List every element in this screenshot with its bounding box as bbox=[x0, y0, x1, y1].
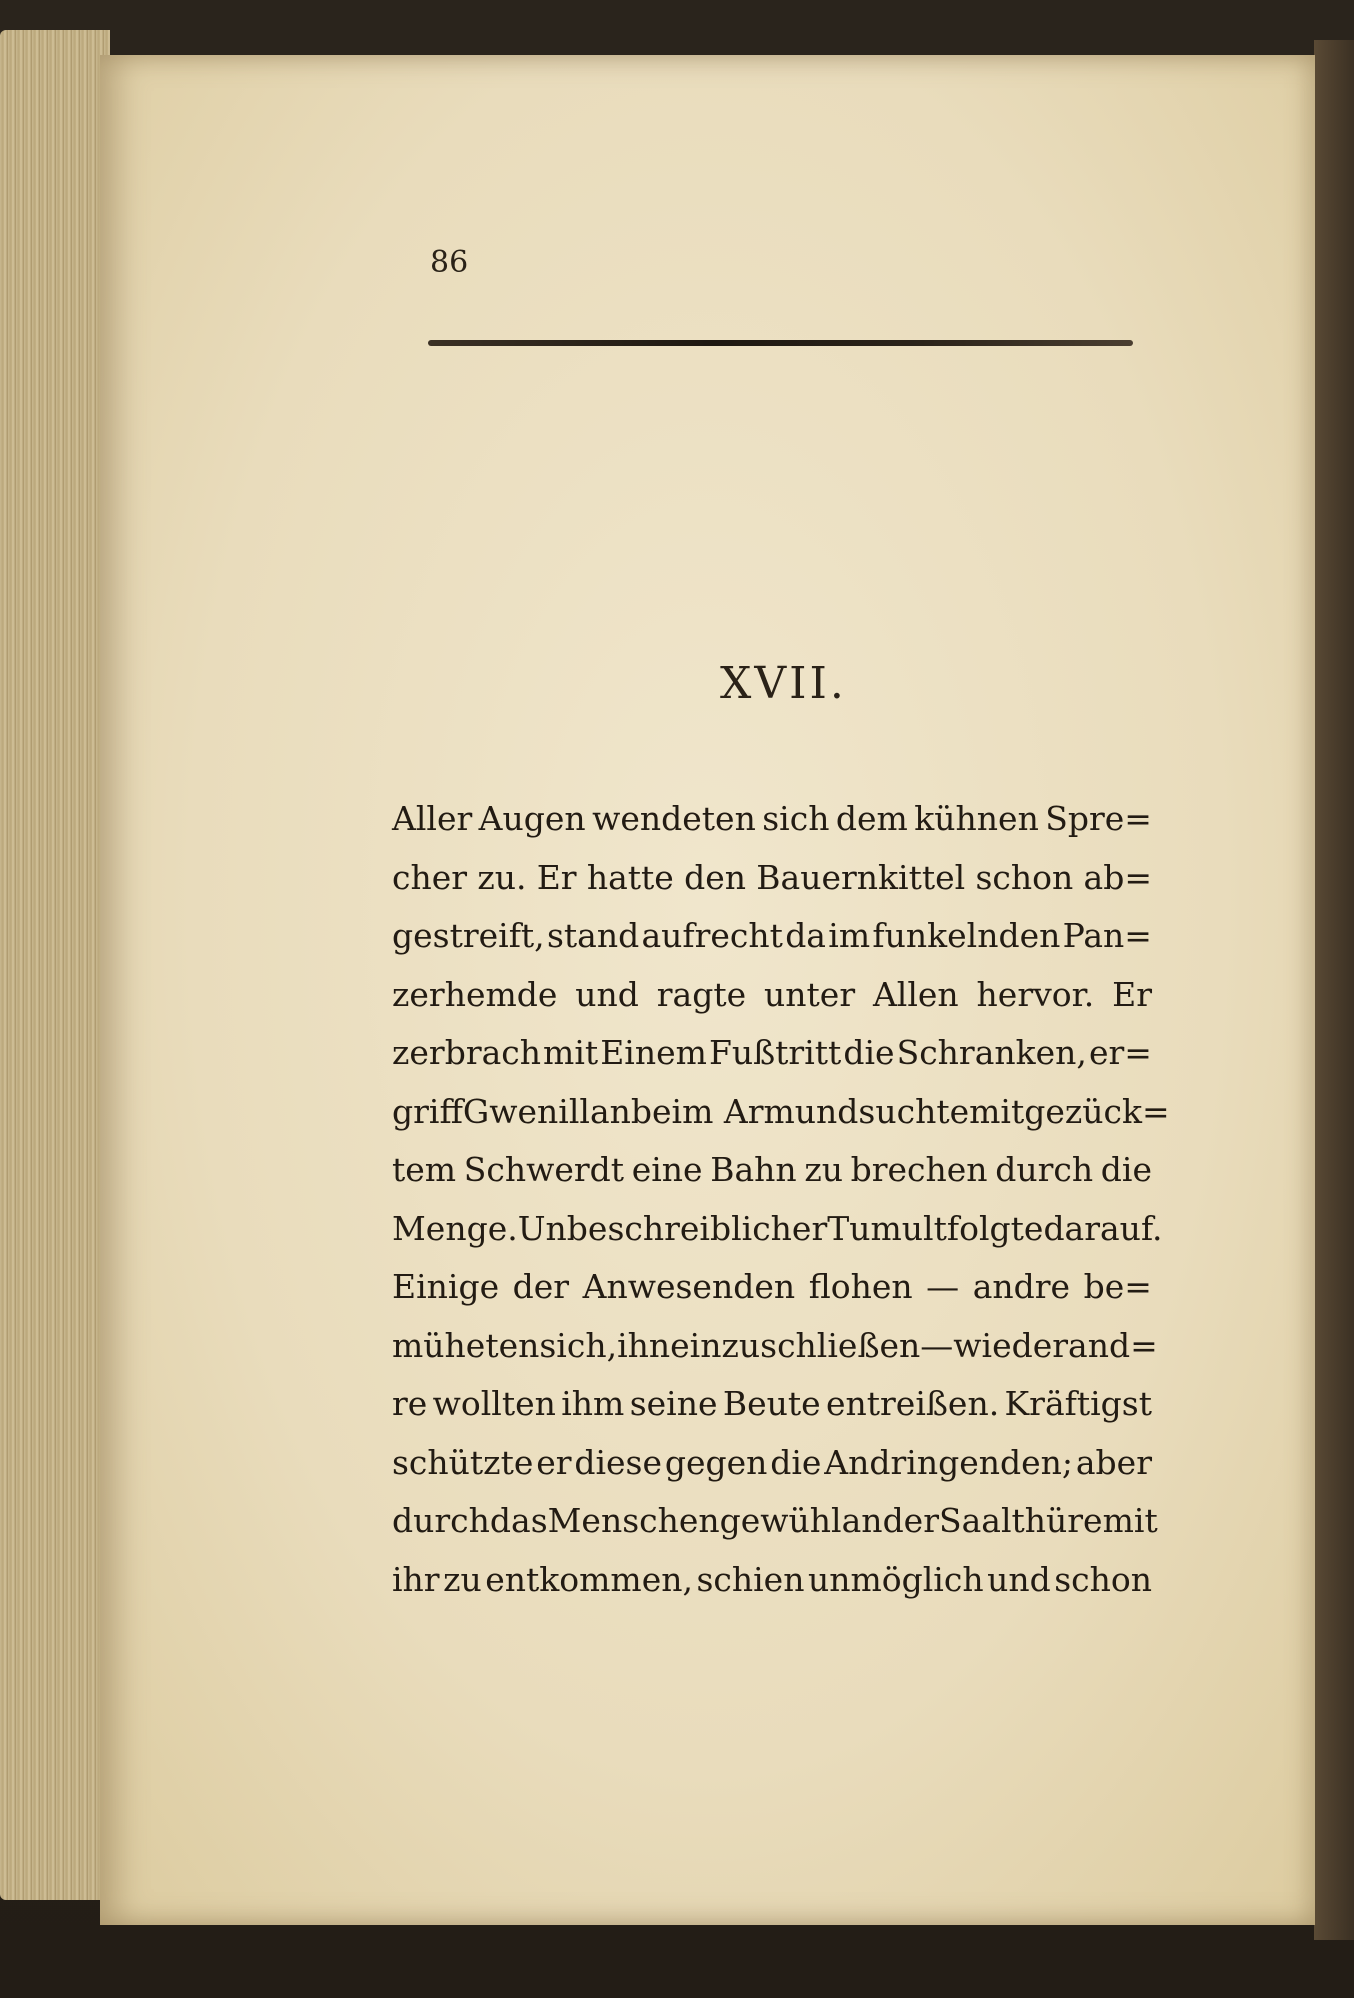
word: die bbox=[770, 1442, 822, 1482]
word: and= bbox=[1068, 1325, 1158, 1365]
page-number: 86 bbox=[430, 245, 469, 280]
word: andre bbox=[972, 1267, 1071, 1306]
word: Einige bbox=[392, 1267, 500, 1306]
word: müheten bbox=[392, 1325, 540, 1365]
word: ihm bbox=[561, 1384, 625, 1423]
word: beim Arm bbox=[630, 1091, 795, 1131]
text-line bbox=[392, 1258, 1152, 1317]
word: gestreift, bbox=[392, 916, 545, 955]
word: die bbox=[1100, 1150, 1152, 1189]
text-line bbox=[392, 849, 1152, 908]
word: durch bbox=[392, 1501, 490, 1540]
word: Anwesenden bbox=[582, 1267, 796, 1306]
word: mit bbox=[543, 1033, 599, 1072]
text-line bbox=[392, 1492, 1158, 1551]
word: hervor. bbox=[976, 974, 1095, 1014]
word: cher bbox=[392, 857, 468, 897]
word: Unbeschreiblicher bbox=[517, 1208, 828, 1248]
word: schon bbox=[975, 857, 1074, 897]
word: re bbox=[392, 1384, 428, 1423]
word: er bbox=[536, 1442, 572, 1482]
word: das bbox=[489, 1501, 548, 1540]
word: zerbrach bbox=[392, 1033, 541, 1072]
word: einzuschließen bbox=[670, 1325, 921, 1365]
text-line bbox=[392, 1141, 1152, 1200]
book-cover-edge bbox=[1314, 40, 1354, 1940]
word: suchte bbox=[858, 1091, 970, 1131]
word: dem bbox=[835, 799, 908, 838]
word: zu. bbox=[477, 857, 527, 897]
chapter-heading: XVII. bbox=[720, 658, 847, 709]
word: aufrecht bbox=[641, 916, 783, 955]
word: der bbox=[882, 1501, 939, 1540]
word: diese bbox=[574, 1442, 663, 1482]
word: tem bbox=[392, 1150, 457, 1189]
word: stand bbox=[546, 916, 640, 955]
word: griff bbox=[392, 1091, 463, 1131]
text-line bbox=[392, 1551, 1152, 1610]
word: zu bbox=[443, 1559, 482, 1599]
word: Er bbox=[1112, 974, 1152, 1014]
word: Menschengewühl bbox=[547, 1501, 842, 1540]
word: ab= bbox=[1083, 857, 1152, 897]
word: Beute bbox=[722, 1384, 821, 1423]
word: Fußtritt bbox=[708, 1033, 842, 1072]
word: unmöglich bbox=[807, 1559, 984, 1599]
text-line bbox=[392, 1375, 1152, 1434]
word: wendeten bbox=[592, 799, 756, 838]
word: Schranken, bbox=[896, 1033, 1087, 1072]
word: sich, bbox=[539, 1325, 618, 1365]
word: Bahn bbox=[710, 1150, 797, 1189]
word: darauf. bbox=[1043, 1208, 1163, 1248]
word: die bbox=[843, 1033, 895, 1072]
word: eine bbox=[631, 1150, 703, 1189]
word: Einem bbox=[600, 1033, 707, 1072]
word: durch bbox=[995, 1150, 1094, 1189]
word: er= bbox=[1088, 1033, 1152, 1072]
word: brechen bbox=[850, 1150, 988, 1189]
word: Schwerdt bbox=[463, 1150, 625, 1189]
word: und bbox=[575, 974, 639, 1014]
text-line bbox=[392, 1083, 1170, 1142]
text-line bbox=[392, 1200, 1163, 1259]
word: Er bbox=[536, 857, 577, 897]
word: entreißen. bbox=[825, 1384, 1000, 1423]
word: entkommen, bbox=[485, 1559, 693, 1599]
text-line bbox=[392, 790, 1152, 849]
word: Menge. bbox=[392, 1208, 518, 1248]
word: der bbox=[512, 1267, 570, 1306]
word: den bbox=[684, 857, 747, 897]
word: flohen bbox=[808, 1267, 913, 1306]
word: ragte bbox=[656, 974, 747, 1014]
word: wollten bbox=[432, 1384, 556, 1423]
word: hatte bbox=[586, 857, 674, 897]
word: Gwenillan bbox=[462, 1091, 631, 1131]
text-line bbox=[392, 1024, 1152, 1083]
word: da bbox=[785, 916, 826, 955]
word: gegen bbox=[664, 1442, 768, 1482]
word: Kräftigst bbox=[1004, 1384, 1152, 1423]
word: Andringenden; bbox=[824, 1442, 1074, 1482]
word: kühnen bbox=[914, 799, 1039, 838]
word: Pan= bbox=[1062, 916, 1152, 955]
word: seine bbox=[629, 1384, 718, 1423]
word: wieder bbox=[953, 1325, 1069, 1365]
word: unter bbox=[764, 974, 856, 1014]
word: — bbox=[926, 1267, 960, 1306]
word: aber bbox=[1075, 1442, 1152, 1482]
word: — bbox=[920, 1325, 954, 1365]
word: Saalthüre bbox=[939, 1501, 1103, 1540]
header-rule bbox=[428, 340, 1133, 346]
word: sich bbox=[762, 799, 830, 838]
word: mit bbox=[969, 1091, 1025, 1131]
word: im bbox=[828, 916, 871, 955]
word: folgte bbox=[946, 1208, 1044, 1248]
word: funkelnden bbox=[872, 916, 1061, 955]
text-line bbox=[392, 966, 1152, 1025]
word: und bbox=[794, 1091, 859, 1131]
word: be= bbox=[1083, 1267, 1152, 1306]
word: zu bbox=[804, 1150, 843, 1189]
word: zerhemde bbox=[392, 974, 558, 1014]
word: an bbox=[841, 1501, 883, 1540]
word: und bbox=[987, 1559, 1051, 1599]
word: mit bbox=[1102, 1501, 1158, 1540]
word: schützte bbox=[392, 1442, 534, 1482]
word: Spre= bbox=[1045, 799, 1152, 838]
word: gezück= bbox=[1024, 1091, 1170, 1131]
word: Tumult bbox=[827, 1208, 947, 1248]
word: schon bbox=[1054, 1559, 1152, 1599]
text-line bbox=[392, 1317, 1158, 1376]
word: Augen bbox=[478, 799, 586, 838]
word: ihr bbox=[392, 1559, 440, 1599]
word: Allen bbox=[872, 974, 959, 1014]
word: ihn bbox=[617, 1325, 671, 1365]
word: Bauernkittel bbox=[756, 857, 966, 897]
body-text bbox=[392, 790, 1170, 1609]
text-line bbox=[392, 1434, 1152, 1493]
text-line bbox=[392, 907, 1152, 966]
word: schien bbox=[696, 1559, 805, 1599]
page-edges bbox=[0, 30, 110, 1900]
word: Aller bbox=[392, 799, 473, 838]
